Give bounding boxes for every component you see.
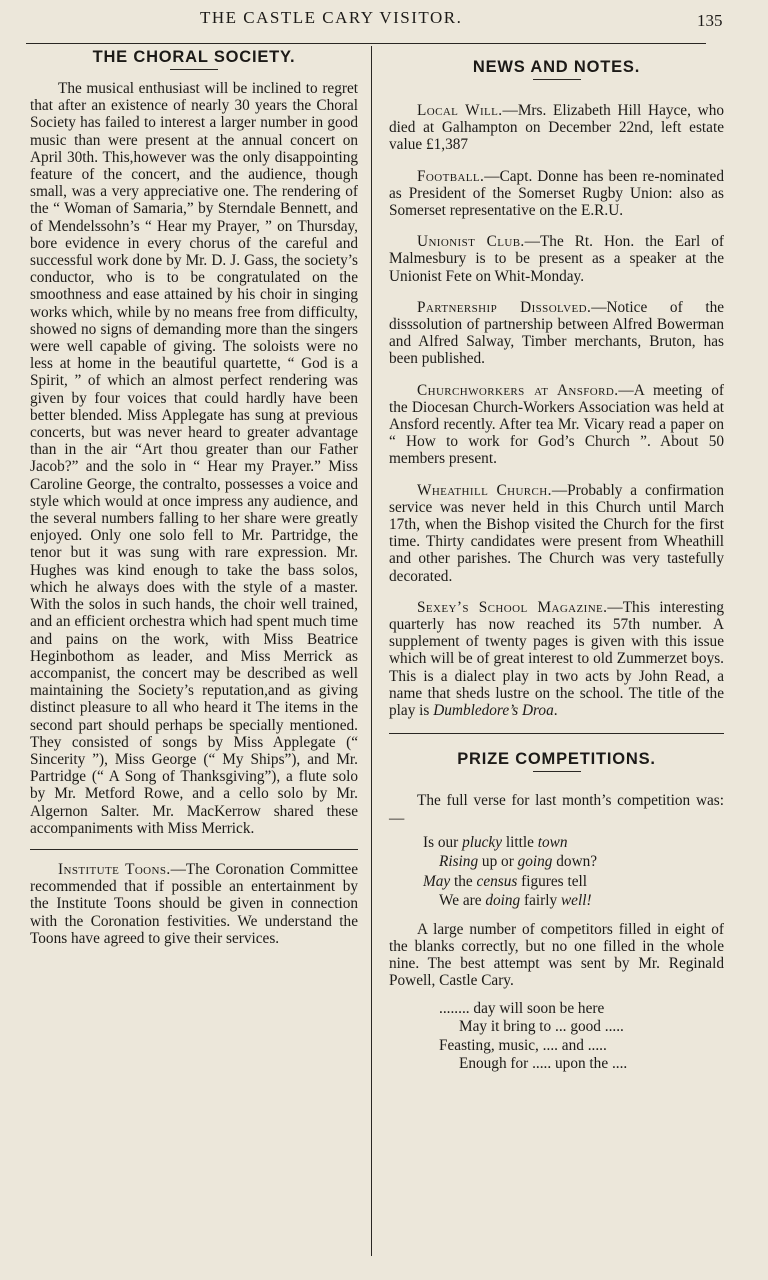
news-item: [389, 233, 724, 285]
blank-verse-line: May it bring to ... good .....: [459, 1018, 624, 1036]
news-item-text: Football.—Capt. Donne has been re-nominated as President of the Somerset Rugby Union: also as Somerset representative on the E.R.U.: [389, 167, 724, 220]
news-item-text: Partnership Dissolved.—Notice of the disssolution of partnership between Alfred Bowerman and Alfred Salway, Timber merchants, Bruton, has been published.: [389, 298, 725, 368]
news-item-text: Wheathill Church.—Probably a confirmation service was never held in this Church until March 17th, when the Bishop visited the Church for the first time. Thirty candidates were present from Wheathill and other parishes. The Church was very tastefully decorated.: [389, 481, 724, 585]
news-item-text: Sexey’s School Magazine.—This interesting quarterly has now reached its 57th number. A supplement of twenty pages is given with this issue which will be of great interest to old Zummerzet boys. This is a dialect play in two acts by John Read, a name that sheds lustre on the school. The title of the play is Dumbledore’s Droa.: [389, 598, 724, 720]
title-underline: [533, 771, 581, 772]
news-item-heading: Unionist Club.: [417, 233, 525, 251]
news-item-heading: Sexey’s School Magazine.: [417, 598, 608, 616]
blank-verse-line: Enough for ..... upon the ....: [459, 1055, 628, 1073]
section-rule: [30, 849, 358, 850]
competition-result: A large number of competitors filled in eight of the blanks correctly, but no one filled in the whole nine. The best attempt was sent by Mr. Reginald Powell, Castle Cary.: [389, 920, 724, 990]
news-and-notes-title: NEWS AND NOTES.: [472, 58, 641, 76]
running-head: [0, 8, 768, 32]
institute-toons-heading: Institute Toons.: [58, 860, 171, 878]
header-rule: [26, 43, 706, 44]
choral-society-article: The musical enthusiast will be inclined to regret that after an existence of nearly 30 years the Choral Society has failed to interest a larger number in good music than were present at the annual concert on April 30th. This,however was the only disappointing feature of the concert, and the audience, though small, was a very appreciative one. The rendering of the “ Woman of Samaria,” by Sterndale Bennett, and of Mendelssohn’s “ Hear my Prayer, ” on Thursday, bore evidence in every chorus of the careful and successful work done by Mr. D. J. Gass, the society’s conductor, who is to be congratulated on the smoothness and ease attained by his choir in singing works which, while by no means free from difficulty, showed no signs of demanding more than the singers were well capable of giving. The soloists were no less at home in the beautiful quartette, “ God is a Spirit, ” of which an almost perfect rendering was given by four voices that could hardly have been better blended. Miss Applegate has sung at previous concerts, but was never heard to greater advantage than in the air “Art thou greater than our Father Jacob?” and the solo in “ Hear my Prayer.” Miss Caroline George, the contralto, possesses a voice and style which would at once impress any audience, and the several numbers falling to her share were greatly enjoyed. Only one solo fell to Mr. Partridge, the tenor but it was sung with rare expression. Mr. Hughes was kind enough to take the bass solos, which he always does with the style of a master. With the solos in such hands, the choir well trained, and an efficient orchestra which had spent much time and pains on the work, with Miss Beatrice Heginbothom as leader, and Miss Merrick as accompanist, the concert may be described as well maintaining the Society’s reputation,and as giving distinct pleasure to all who heard it The items in the second part should perhaps be specially mentioned. They consisted of songs by Miss Applegate (“ Sincerity ”), Miss George (“ My Ships”), and Mr. Partridge (“ A Song of Thanksgiving”), a flute solo by Mr. Metford Rowe, and a cello solo by Mr. Algernon Salter. Mr. MacKerrow shared these accompaniments with Miss Merrick.: [30, 80, 358, 837]
news-item-heading: Local Will.: [417, 102, 503, 119]
publication-title: THE CASTLE CARY VISITOR.: [200, 8, 463, 27]
news-item: [389, 599, 724, 719]
news-item: [389, 382, 724, 468]
news-item: [389, 299, 724, 368]
news-item: [389, 102, 724, 154]
institute-toons-text: —The Coronation Committee recommended that if possible an entertainment by the Institute Toons should be given in connection with the Coronation festivities. We understand the Toons have agreed to give their services.: [30, 860, 358, 947]
title-underline: [533, 79, 581, 80]
blank-verse: [389, 1000, 724, 1074]
section-rule: [389, 733, 724, 734]
blank-verse-line: Feasting, music, .... and .....: [439, 1036, 607, 1054]
play-title: Dumbledore’s Droa: [433, 702, 554, 720]
news-item-text: Churchworkers at Ansford.—A meeting of the Diocesan Church-Workers Association was held at Ansford recently. After tea Mr. Vicary read a paper on “ How to work for God’s Church ”. About 50 members present.: [389, 381, 724, 468]
column-divider: [371, 46, 372, 1256]
verse-line: Rising up or going down?: [439, 853, 598, 871]
competition-verse: [389, 833, 724, 911]
blank-verse-line: ........ day will soon be here: [439, 999, 605, 1017]
right-column: [389, 48, 724, 1074]
competition-intro: The full verse for last month’s competition was:—: [389, 792, 724, 827]
institute-toons-article: [30, 861, 358, 947]
news-item-text: Local Will.—Mrs. Elizabeth Hill Hayce, who died at Galhampton on December 22nd, left estate value £1,387: [389, 102, 724, 154]
news-item-heading: Churchworkers at Ansford.: [417, 381, 619, 399]
verse-line: Is our plucky little town: [423, 833, 568, 851]
news-item-heading: Partnership Dissolved.: [417, 298, 592, 316]
choral-society-title: THE CHORAL SOCIETY.: [92, 48, 296, 66]
verse-line: We are doing fairly well!: [439, 892, 592, 910]
news-item: [389, 168, 724, 220]
left-column: [30, 48, 358, 947]
verse-line: May the census figures tell: [423, 872, 587, 890]
news-item: [389, 482, 724, 585]
news-item-heading: Wheathill Church.: [417, 481, 552, 499]
page-number: 135: [697, 11, 723, 30]
title-underline: [170, 69, 218, 70]
news-item-text: Unionist Club.—The Rt. Hon. the Earl of Malmesbury is to be present as a speaker at the Unionist Fete on Whit-Monday.: [389, 233, 724, 285]
prize-competitions-title: PRIZE COMPETITIONS.: [457, 750, 656, 769]
news-item-heading: Football.: [417, 167, 485, 185]
